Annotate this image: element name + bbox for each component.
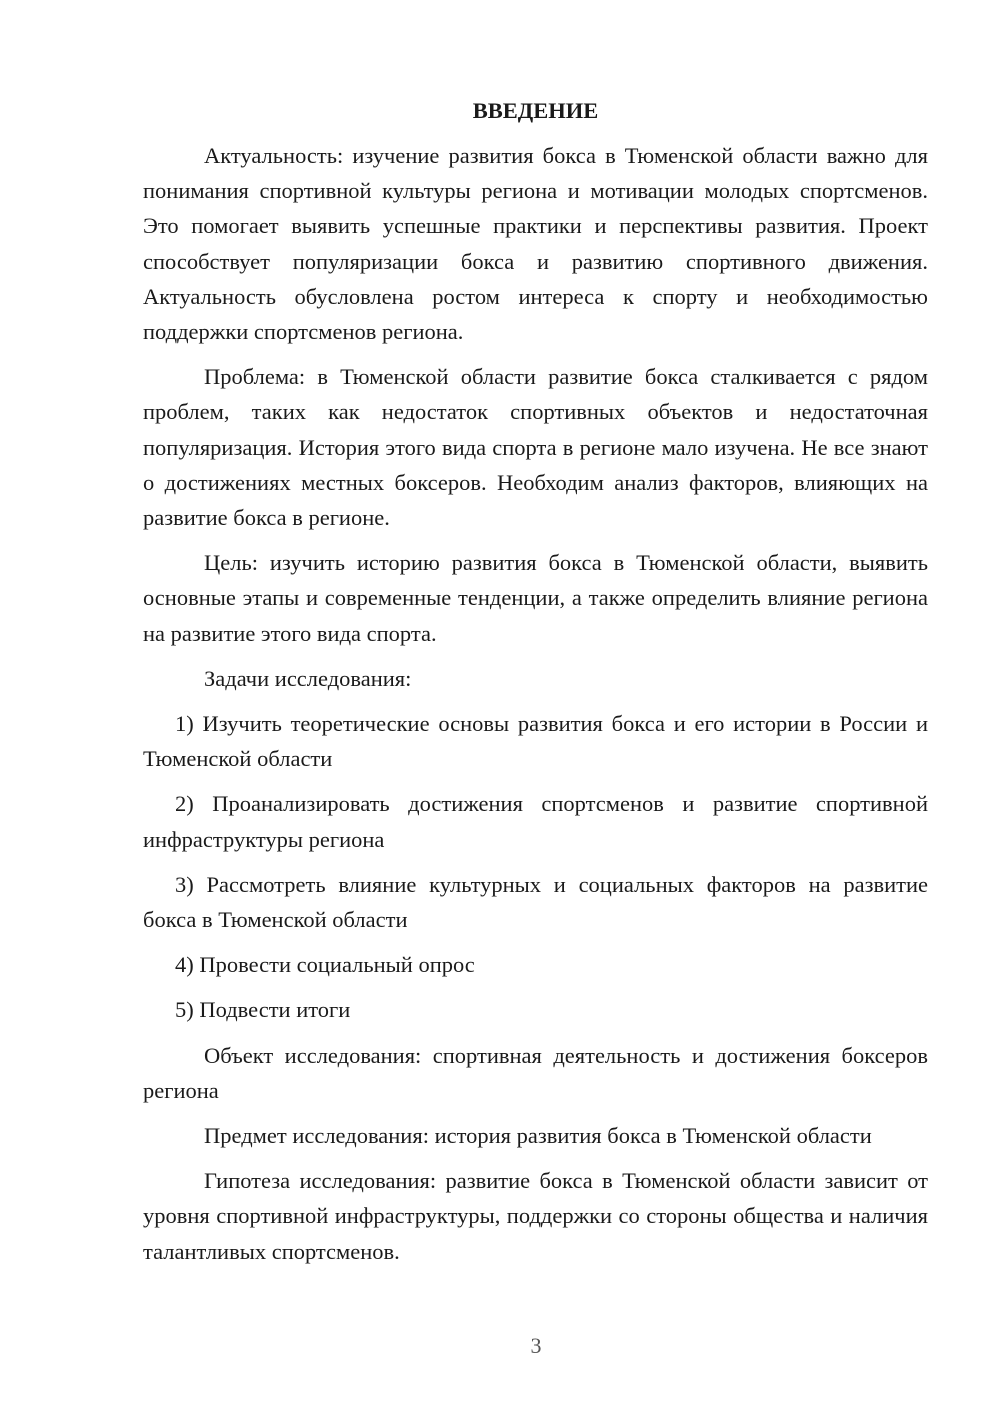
task-item: 3) Рассмотреть влияние культурных и социальных факторов на развитие бокса в Тюменской области — [143, 871, 928, 933]
task-item: 1) Изучить теоретические основы развития бокса и его истории в России и Тюменской области — [143, 711, 928, 772]
subject-paragraph: Предмет исследования: история развития бокса в Тюменской области — [204, 1123, 872, 1149]
document-page — [143, 96, 928, 1279]
relevance-paragraph: Актуальность: изучение развития бокса в Тюменской области важно для понимания спортивной культуры региона и мотивации молодых спортсменов. Это помогает выявить успешные практики и перспективы развития. Проект способствует популяризации бокса и развитию спортивного движения. Актуальность обусловлена ростом интереса к спорту и необходимостью поддержки спортсменов региона. — [143, 143, 928, 345]
tasks-heading: Задачи исследования: — [204, 665, 412, 691]
task-item: 5) Подвести итоги — [175, 997, 351, 1023]
section-title: ВВЕДЕНИЕ — [472, 98, 599, 123]
object-paragraph: Объект исследования: спортивная деятельность и достижения боксеров региона — [143, 1042, 928, 1103]
goal-paragraph: Цель: изучить историю развития бокса в Тюменской области, выявить основные этапы и современные тенденции, а также определить влияние региона на развитие этого вида спорта. — [143, 550, 928, 646]
hypothesis-paragraph: Гипотеза исследования: развитие бокса в Тюменской области зависит от уровня спортивной инфраструктуры, поддержки со стороны общества и наличия талантливых спортсменов. — [143, 1168, 928, 1264]
task-item: 2) Проанализировать достижения спортсменов и развитие спортивной инфраструктуры региона — [143, 791, 928, 852]
problem-paragraph: Проблема: в Тюменской области развитие бокса сталкивается с рядом проблем, таких как недостаток спортивных объектов и недостаточная популяризация. История этого вида спорта в регионе мало изучена. Не все знают о достижениях местных боксеров. Необходим анализ факторов, влияющих на развитие бокса в регионе. — [143, 364, 928, 531]
task-item: 4) Провести социальный опрос — [175, 952, 475, 978]
page-number: 3 — [530, 1333, 542, 1358]
